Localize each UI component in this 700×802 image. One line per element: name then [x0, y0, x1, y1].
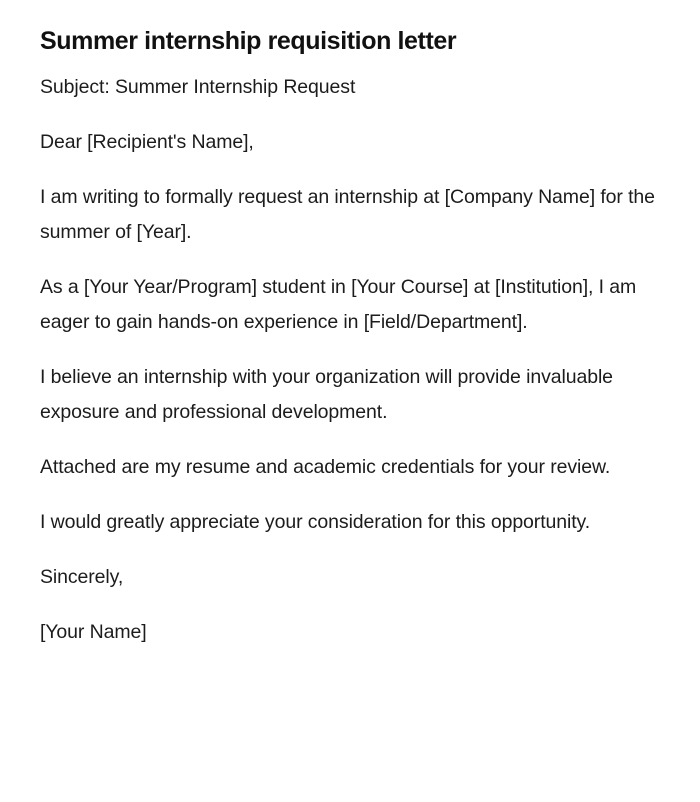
signature: [Your Name] — [40, 621, 147, 643]
salutation: Dear [Recipient's Name], — [40, 131, 254, 153]
subject-line: Subject: Summer Internship Request — [40, 76, 356, 98]
body-paragraph-appreciation: I would greatly appreciate your consideration for this opportunity. — [40, 511, 591, 533]
body-paragraph-request: I am writing to formally request an internship at [Company Name] for the summer of [Year]. — [40, 186, 655, 243]
document-title: Summer internship requisition letter — [40, 27, 457, 55]
body-paragraph-background: As a [Your Year/Program] student in [Your Course] at [Institution], I am eager to gain hands-on experience in [Field/Department]. — [40, 276, 637, 333]
body-paragraph-attachments: Attached are my resume and academic credentials for your review. — [40, 456, 611, 478]
body-paragraph-motivation: I believe an internship with your organization will provide invaluable exposure and professional development. — [40, 366, 613, 423]
closing: Sincerely, — [40, 566, 124, 588]
